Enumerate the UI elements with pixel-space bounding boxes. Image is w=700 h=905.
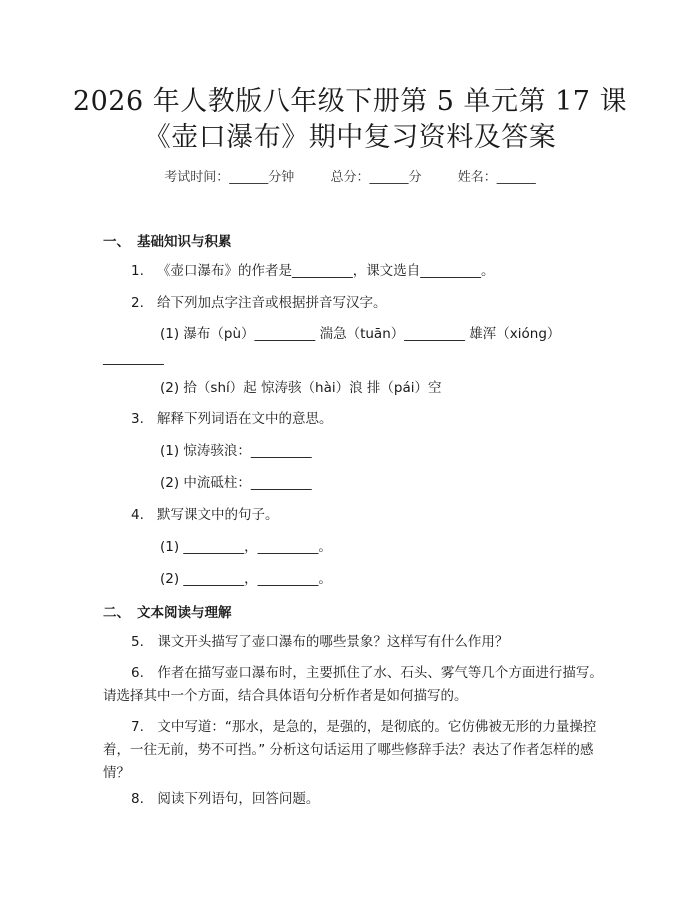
exam-time-field: 考试时间：______分钟 [164, 170, 295, 185]
question-text: 默写课文中的句子。 [157, 507, 279, 523]
section-heading-2 [103, 601, 232, 621]
section-label: 文本阅读与理解 [137, 605, 232, 621]
question-1 [131, 261, 495, 281]
question-2-sub-1-cont: _________ [103, 350, 164, 366]
question-3 [131, 409, 333, 429]
document-title-line-1: 2026 年人教版八年级下册第 5 单元第 17 课 [72, 86, 628, 117]
question-2 [131, 293, 387, 313]
total-score-field: 总分：______分 [330, 170, 422, 185]
question-4-sub-2: (2) _________，_________。 [160, 571, 332, 587]
exam-info [0, 168, 700, 188]
question-text: 《壶口瀑布》的作者是_________，课文选自_________。 [157, 263, 495, 279]
question-text: 给下列加点字注音或根据拼音写汉字。 [157, 295, 387, 311]
section-number: 一、 [103, 234, 130, 250]
question-2-sub-2: (2) 拾（shí）起 惊涛骇（hài）浪 排（pái）空 [160, 380, 442, 396]
question-8: 8. 阅读下列语句，回答问题。 [131, 791, 320, 807]
question-7: 7. 文中写道：“那水，是急的，是强的，是彻底的。它仿佛被无形的力量操控着，一往无前，势不可挡。” 分析这句话运用了哪些修辞手法？表达了作者怎样的感情？ [103, 719, 597, 781]
question-number: 1. [131, 263, 144, 279]
student-name-field: 姓名：______ [457, 170, 536, 185]
question-number: 3. [131, 411, 144, 427]
question-3-sub-1: (1) 惊涛骇浪：_________ [160, 443, 312, 459]
question-text: 解释下列词语在文中的意思。 [157, 411, 333, 427]
question-6: 6. 作者在描写壶口瀑布时，主要抓住了水、石头、雾气等几个方面进行描写。请选择其中一个方面，结合具体语句分析作者是如何描写的。 [103, 665, 603, 704]
question-3-sub-2: (2) 中流砥柱：_________ [160, 475, 312, 491]
question-2-sub-1: (1) 瀑布（pù）_________ 湍急（tuān）_________ 雄浑（xióng） [160, 326, 561, 342]
question-4 [131, 505, 279, 525]
section-label: 基础知识与积累 [137, 234, 232, 250]
question-5: 5. 课文开头描写了壶口瀑布的哪些景象？这样写有什么作用？ [131, 634, 509, 650]
question-number: 2. [131, 295, 144, 311]
question-4-sub-1: (1) _________，_________。 [160, 539, 332, 555]
question-number: 4. [131, 507, 144, 523]
section-number: 二、 [103, 605, 130, 621]
section-heading-1 [103, 230, 232, 250]
document-title-line-2: 《壶口瀑布》期中复习资料及答案 [143, 122, 557, 153]
